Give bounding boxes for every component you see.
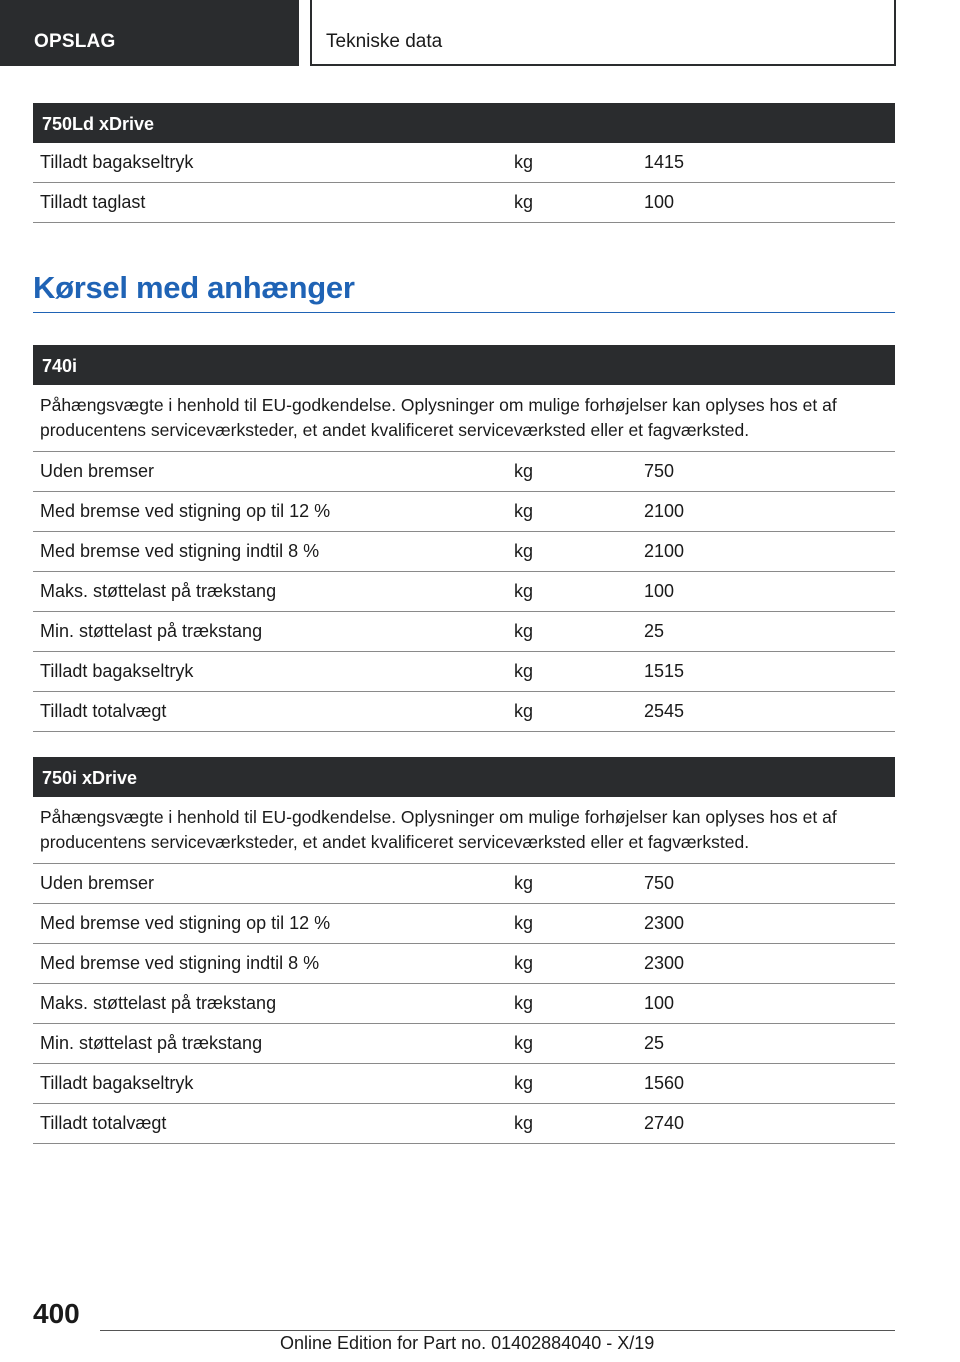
section-heading: Kørsel med anhænger (33, 270, 355, 305)
table-row (33, 492, 895, 532)
table-title: 750i xDrive (33, 757, 895, 797)
section-divider (33, 312, 895, 313)
row-unit: kg (514, 913, 534, 933)
row-label: Uden bremser (40, 873, 155, 893)
row-value: 1560 (644, 1073, 685, 1093)
edition-footer: Online Edition for Part no. 01402884040 - X/19 (280, 1333, 655, 1353)
table-row (33, 1024, 895, 1064)
row-label: Med bremse ved stigning op til 12 % (40, 913, 331, 933)
table-description: Påhængsvægte i henhold til EU-godkendelse. Oplysninger om mulige forhøjelser kan oplyses hos et af producentens serviceværksteder, et andet kvalificeret serviceværksted eller et fagværksted. (33, 797, 895, 864)
row-value: 2545 (644, 701, 685, 721)
row-unit: kg (514, 701, 534, 721)
row-value: 750 (644, 873, 675, 893)
row-value: 1415 (644, 152, 685, 172)
table-title: 750Ld xDrive (33, 103, 895, 143)
row-unit: kg (514, 152, 534, 172)
row-unit: kg (514, 1113, 534, 1133)
table-row (33, 572, 895, 612)
row-label: Med bremse ved stigning op til 12 % (40, 501, 331, 521)
row-value: 2100 (644, 501, 685, 521)
row-value: 100 (644, 192, 675, 212)
page-number: 400 (33, 1298, 80, 1329)
row-label: Tilladt totalvægt (40, 701, 167, 721)
row-value: 1515 (644, 661, 685, 681)
table-row (33, 904, 895, 944)
row-value: 2100 (644, 541, 685, 561)
row-unit: kg (514, 661, 534, 681)
row-unit: kg (514, 1073, 534, 1093)
table-row (33, 452, 895, 492)
row-unit: kg (514, 621, 534, 641)
chapter-tab (310, 0, 896, 66)
table-row (33, 612, 895, 652)
table-740i (33, 345, 895, 732)
table-750ld-xdrive (33, 103, 895, 223)
row-label: Maks. støttelast på trækstang (40, 581, 277, 601)
table-750i-xdrive (33, 757, 895, 1144)
table-row (33, 692, 895, 732)
table-row (33, 143, 895, 183)
row-label: Med bremse ved stigning indtil 8 % (40, 953, 320, 973)
row-unit: kg (514, 461, 534, 481)
footer-divider (100, 1330, 895, 1331)
table-row (33, 532, 895, 572)
row-unit: kg (514, 541, 534, 561)
section-tab (0, 0, 299, 66)
row-label: Tilladt bagakseltryk (40, 152, 194, 172)
row-value: 25 (644, 1033, 665, 1053)
table-row (33, 984, 895, 1024)
row-label: Tilladt totalvægt (40, 1113, 167, 1133)
row-unit: kg (514, 873, 534, 893)
row-unit: kg (514, 501, 534, 521)
table-row (33, 1104, 895, 1144)
row-label: Maks. støttelast på trækstang (40, 993, 277, 1013)
section-label: OPSLAG (34, 31, 116, 52)
table-row (33, 652, 895, 692)
row-label: Tilladt taglast (40, 192, 146, 212)
row-label: Tilladt bagakseltryk (40, 1073, 194, 1093)
table-row (33, 944, 895, 984)
table-title: 740i (33, 345, 895, 385)
row-value: 2300 (644, 953, 685, 973)
row-value: 25 (644, 621, 665, 641)
row-label: Tilladt bagakseltryk (40, 661, 194, 681)
row-value: 750 (644, 461, 675, 481)
row-unit: kg (514, 192, 534, 212)
chapter-label: Tekniske data (326, 31, 443, 52)
row-value: 100 (644, 993, 675, 1013)
row-label: Min. støttelast på trækstang (40, 1033, 263, 1053)
table-row (33, 864, 895, 904)
row-value: 2740 (644, 1113, 685, 1133)
table-row (33, 183, 895, 223)
row-label: Min. støttelast på trækstang (40, 621, 263, 641)
row-unit: kg (514, 1033, 534, 1053)
row-unit: kg (514, 581, 534, 601)
table-description: Påhængsvægte i henhold til EU-godkendelse. Oplysninger om mulige forhøjelser kan oplyses hos et af producentens serviceværksteder, et andet kvalificeret serviceværksted eller et fagværksted. (33, 385, 895, 452)
row-value: 2300 (644, 913, 685, 933)
row-label: Uden bremser (40, 461, 155, 481)
row-unit: kg (514, 993, 534, 1013)
table-row (33, 1064, 895, 1104)
row-value: 100 (644, 581, 675, 601)
row-unit: kg (514, 953, 534, 973)
row-label: Med bremse ved stigning indtil 8 % (40, 541, 320, 561)
